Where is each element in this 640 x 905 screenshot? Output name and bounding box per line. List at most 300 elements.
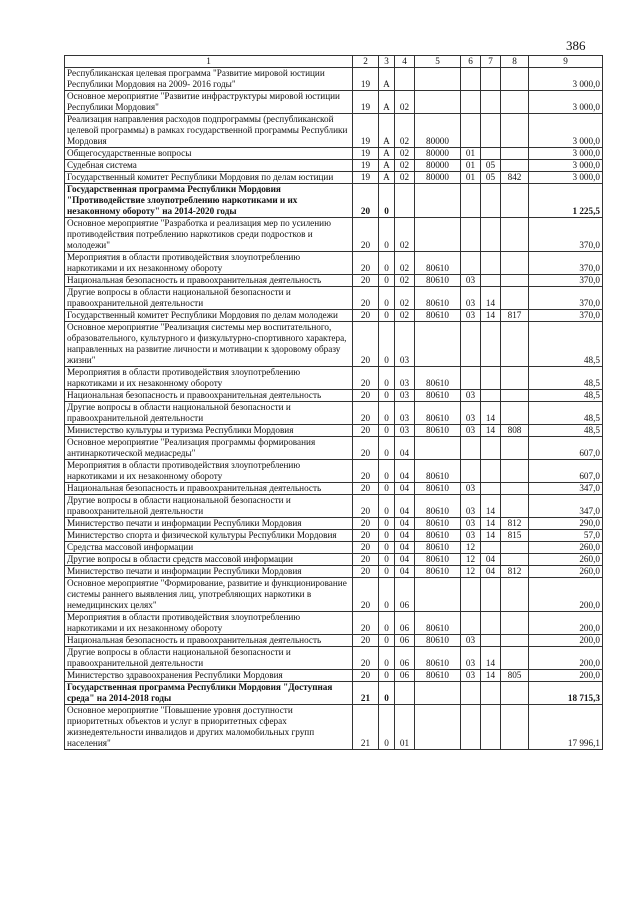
code-cell: 80610 <box>415 402 461 425</box>
code-cell <box>501 578 529 612</box>
code-cell: 20 <box>353 184 379 218</box>
code-cell: 02 <box>395 252 415 275</box>
code-cell: 0 <box>379 647 395 670</box>
code-cell: 80610 <box>415 390 461 402</box>
code-cell: 80610 <box>415 647 461 670</box>
row-name-cell: Министерство здравоохранения Республики Мордовия <box>65 670 353 682</box>
code-cell: А <box>379 160 395 172</box>
code-cell: 04 <box>481 566 501 578</box>
code-cell: 20 <box>353 218 379 252</box>
code-cell: 03 <box>461 647 481 670</box>
code-cell: 80610 <box>415 495 461 518</box>
amount-cell: 200,0 <box>529 578 603 612</box>
amount-cell: 370,0 <box>529 310 603 322</box>
code-cell <box>501 647 529 670</box>
code-cell: 20 <box>353 425 379 437</box>
row-name-cell: Министерство спорта и физической культуры Республики Мордовия <box>65 530 353 542</box>
code-cell: 805 <box>501 670 529 682</box>
amount-cell: 370,0 <box>529 275 603 287</box>
amount-cell: 48,5 <box>529 425 603 437</box>
table-row <box>65 682 603 705</box>
table-row <box>65 148 603 160</box>
code-cell: 20 <box>353 542 379 554</box>
code-cell <box>395 68 415 91</box>
code-cell: 0 <box>379 252 395 275</box>
table-body <box>65 68 603 750</box>
amount-cell: 48,5 <box>529 390 603 402</box>
code-cell: 02 <box>395 310 415 322</box>
page-number: 386 <box>566 38 586 53</box>
code-cell: 02 <box>395 275 415 287</box>
table-row <box>65 518 603 530</box>
amount-cell: 3 000,0 <box>529 148 603 160</box>
code-cell <box>481 184 501 218</box>
table-row <box>65 218 603 252</box>
amount-cell: 290,0 <box>529 518 603 530</box>
amount-cell: 3 000,0 <box>529 172 603 184</box>
code-cell: 0 <box>379 184 395 218</box>
code-cell: 03 <box>395 425 415 437</box>
code-cell <box>501 612 529 635</box>
row-name-cell: Средства массовой информации <box>65 542 353 554</box>
code-cell <box>481 114 501 148</box>
code-cell: 03 <box>461 518 481 530</box>
code-cell <box>481 322 501 367</box>
code-cell <box>481 578 501 612</box>
code-cell: 80610 <box>415 554 461 566</box>
table-row <box>65 310 603 322</box>
code-cell: 03 <box>395 402 415 425</box>
table-row <box>65 68 603 91</box>
code-cell: 80610 <box>415 483 461 495</box>
row-name-cell: Государственная программа Республики Мордовия "Противодействие злоупотреблению наркотиками и их незаконному обороту" на 2014-2020 годы <box>65 184 353 218</box>
code-cell: 80610 <box>415 252 461 275</box>
code-cell: 03 <box>461 390 481 402</box>
code-cell: 0 <box>379 705 395 750</box>
row-name-cell: Другие вопросы в области национальной безопасности и правоохранительной деятельности <box>65 287 353 310</box>
row-name-cell: Мероприятия в области противодействия злоупотреблению наркотиками и их незаконному обороту <box>65 367 353 390</box>
code-cell <box>501 160 529 172</box>
code-cell: 14 <box>481 310 501 322</box>
code-cell <box>481 612 501 635</box>
code-cell: 20 <box>353 530 379 542</box>
code-cell: 02 <box>395 172 415 184</box>
code-cell <box>501 437 529 460</box>
amount-cell: 370,0 <box>529 252 603 275</box>
code-cell <box>501 252 529 275</box>
code-cell: 04 <box>395 460 415 483</box>
code-cell: 01 <box>395 705 415 750</box>
code-cell: 0 <box>379 635 395 647</box>
code-cell <box>481 542 501 554</box>
code-cell: 20 <box>353 647 379 670</box>
code-cell: 01 <box>461 160 481 172</box>
code-cell <box>501 390 529 402</box>
code-cell: 80000 <box>415 160 461 172</box>
code-cell: 20 <box>353 275 379 287</box>
code-cell: 02 <box>395 114 415 148</box>
code-cell: 0 <box>379 682 395 705</box>
code-cell: 0 <box>379 578 395 612</box>
code-cell: 0 <box>379 530 395 542</box>
code-cell: 14 <box>481 287 501 310</box>
code-cell: 06 <box>395 647 415 670</box>
code-cell: 0 <box>379 310 395 322</box>
code-cell <box>501 554 529 566</box>
row-name-cell: Другие вопросы в области национальной безопасности и правоохранительной деятельности <box>65 402 353 425</box>
code-cell <box>415 68 461 91</box>
code-cell: 01 <box>461 148 481 160</box>
table-row <box>65 172 603 184</box>
code-cell: 0 <box>379 566 395 578</box>
code-cell: 20 <box>353 566 379 578</box>
code-cell: 0 <box>379 390 395 402</box>
code-cell: 02 <box>395 91 415 114</box>
code-cell: 04 <box>395 437 415 460</box>
code-cell: 80610 <box>415 425 461 437</box>
code-cell: 01 <box>461 172 481 184</box>
code-cell: 19 <box>353 91 379 114</box>
table-row <box>65 483 603 495</box>
row-name-cell: Основное мероприятие "Реализация программы формирования антинаркотической медиасреды" <box>65 437 353 460</box>
code-cell: 21 <box>353 682 379 705</box>
amount-cell: 260,0 <box>529 554 603 566</box>
amount-cell: 3 000,0 <box>529 160 603 172</box>
code-cell: 21 <box>353 705 379 750</box>
amount-cell: 200,0 <box>529 635 603 647</box>
code-cell: 05 <box>481 172 501 184</box>
code-cell: 0 <box>379 495 395 518</box>
code-cell <box>395 682 415 705</box>
table-row <box>65 578 603 612</box>
code-cell <box>501 275 529 287</box>
table-row <box>65 184 603 218</box>
code-cell: 19 <box>353 172 379 184</box>
code-cell: 817 <box>501 310 529 322</box>
code-cell <box>461 705 481 750</box>
row-name-cell: Мероприятия в области противодействия злоупотреблению наркотиками и их незаконному обороту <box>65 252 353 275</box>
code-cell <box>501 495 529 518</box>
row-name-cell: Министерство печати и информации Республики Мордовия <box>65 566 353 578</box>
table-row <box>65 705 603 750</box>
code-cell: 20 <box>353 518 379 530</box>
code-cell: 04 <box>395 530 415 542</box>
code-cell <box>501 367 529 390</box>
code-cell: 0 <box>379 542 395 554</box>
amount-cell: 200,0 <box>529 647 603 670</box>
row-name-cell: Государственный комитет Республики Мордовия по делам молодежи <box>65 310 353 322</box>
table-row <box>65 114 603 148</box>
code-cell: 20 <box>353 635 379 647</box>
code-cell: 842 <box>501 172 529 184</box>
code-cell <box>481 367 501 390</box>
header-cell: 5 <box>415 56 461 68</box>
code-cell: А <box>379 148 395 160</box>
code-cell <box>481 682 501 705</box>
table-row <box>65 322 603 367</box>
row-name-cell: Национальная безопасность и правоохранительная деятельность <box>65 483 353 495</box>
amount-cell: 3 000,0 <box>529 114 603 148</box>
row-name-cell: Другие вопросы в области национальной безопасности и правоохранительной деятельности <box>65 647 353 670</box>
code-cell <box>501 402 529 425</box>
code-cell: 0 <box>379 460 395 483</box>
code-cell: 04 <box>395 542 415 554</box>
code-cell: 04 <box>395 554 415 566</box>
code-cell <box>461 682 481 705</box>
code-cell: 80610 <box>415 287 461 310</box>
code-cell: 14 <box>481 425 501 437</box>
table-row <box>65 437 603 460</box>
code-cell <box>481 218 501 252</box>
code-cell <box>415 322 461 367</box>
code-cell <box>395 184 415 218</box>
budget-table <box>64 55 603 750</box>
code-cell <box>501 114 529 148</box>
code-cell: 20 <box>353 287 379 310</box>
code-cell: 0 <box>379 322 395 367</box>
code-cell <box>461 578 481 612</box>
code-cell: 20 <box>353 390 379 402</box>
amount-cell: 607,0 <box>529 460 603 483</box>
amount-cell: 48,5 <box>529 322 603 367</box>
code-cell: 12 <box>461 566 481 578</box>
code-cell: А <box>379 91 395 114</box>
code-cell: 0 <box>379 367 395 390</box>
code-cell: 808 <box>501 425 529 437</box>
row-name-cell: Основное мероприятие "Разработка и реализация мер по усилению противодействия потреблению наркотиков среди подростков и молодежи" <box>65 218 353 252</box>
code-cell: 19 <box>353 68 379 91</box>
code-cell <box>501 635 529 647</box>
code-cell <box>481 460 501 483</box>
table-row <box>65 542 603 554</box>
code-cell: А <box>379 68 395 91</box>
code-cell <box>481 252 501 275</box>
code-cell: 20 <box>353 495 379 518</box>
code-cell: 02 <box>395 287 415 310</box>
row-name-cell: Национальная безопасность и правоохранительная деятельность <box>65 635 353 647</box>
code-cell: 03 <box>461 483 481 495</box>
row-name-cell: Другие вопросы в области национальной безопасности и правоохранительной деятельности <box>65 495 353 518</box>
code-cell: 20 <box>353 578 379 612</box>
code-cell <box>461 460 481 483</box>
code-cell: 05 <box>481 160 501 172</box>
code-cell: 80610 <box>415 275 461 287</box>
table-row <box>65 635 603 647</box>
code-cell: 20 <box>353 402 379 425</box>
code-cell <box>501 322 529 367</box>
table-row <box>65 287 603 310</box>
row-name-cell: Национальная безопасность и правоохранительная деятельность <box>65 275 353 287</box>
code-cell: 03 <box>461 287 481 310</box>
code-cell: 04 <box>395 483 415 495</box>
table-row <box>65 160 603 172</box>
row-name-cell: Государственный комитет Республики Мордовия по делам юстиции <box>65 172 353 184</box>
amount-cell: 57,0 <box>529 530 603 542</box>
code-cell: 812 <box>501 566 529 578</box>
code-cell <box>461 367 481 390</box>
code-cell <box>501 184 529 218</box>
code-cell <box>461 437 481 460</box>
code-cell: 02 <box>395 160 415 172</box>
code-cell <box>461 252 481 275</box>
code-cell: 0 <box>379 670 395 682</box>
amount-cell: 260,0 <box>529 542 603 554</box>
code-cell: 14 <box>481 518 501 530</box>
header-cell: 4 <box>395 56 415 68</box>
code-cell: 03 <box>461 635 481 647</box>
code-cell: 14 <box>481 647 501 670</box>
row-name-cell: Мероприятия в области противодействия злоупотреблению наркотиками и их незаконному обороту <box>65 612 353 635</box>
code-cell: 80610 <box>415 310 461 322</box>
table-row <box>65 425 603 437</box>
amount-cell: 347,0 <box>529 483 603 495</box>
code-cell <box>415 218 461 252</box>
amount-cell: 17 996,1 <box>529 705 603 750</box>
row-name-cell: Общегосударственные вопросы <box>65 148 353 160</box>
table-row <box>65 390 603 402</box>
code-cell: 0 <box>379 437 395 460</box>
row-name-cell: Основное мероприятие "Развитие инфраструктуры мировой юстиции Республики Мордовия" <box>65 91 353 114</box>
code-cell: 06 <box>395 670 415 682</box>
code-cell: 80610 <box>415 460 461 483</box>
code-cell <box>461 68 481 91</box>
code-cell: 80610 <box>415 566 461 578</box>
amount-cell: 18 715,3 <box>529 682 603 705</box>
code-cell <box>501 218 529 252</box>
row-name-cell: Министерство культуры и туризма Республики Мордовия <box>65 425 353 437</box>
code-cell: 20 <box>353 367 379 390</box>
code-cell: 0 <box>379 518 395 530</box>
amount-cell: 200,0 <box>529 670 603 682</box>
code-cell: 19 <box>353 160 379 172</box>
code-cell: 14 <box>481 670 501 682</box>
code-cell: 14 <box>481 402 501 425</box>
row-name-cell: Основное мероприятие "Реализация системы мер воспитательного, образовательного, культурного и физкультурно-спортивного характера, направленных на развитие личности и мотивации к здоровому образу жизни" <box>65 322 353 367</box>
code-cell: 12 <box>461 542 481 554</box>
code-cell <box>461 218 481 252</box>
code-cell: 80000 <box>415 114 461 148</box>
code-cell <box>461 91 481 114</box>
code-cell: 20 <box>353 437 379 460</box>
table-row <box>65 367 603 390</box>
code-cell: 06 <box>395 635 415 647</box>
code-cell: 80610 <box>415 367 461 390</box>
code-cell: 20 <box>353 460 379 483</box>
code-cell <box>481 390 501 402</box>
table-row <box>65 612 603 635</box>
row-name-cell: Реализация направления расходов подпрограммы (республиканской целевой программы) в рамках государственной программы Республики Мордовия <box>65 114 353 148</box>
code-cell: 03 <box>461 670 481 682</box>
table-row <box>65 460 603 483</box>
header-cell: 1 <box>65 56 353 68</box>
amount-cell: 48,5 <box>529 402 603 425</box>
code-cell: 20 <box>353 554 379 566</box>
table-row <box>65 670 603 682</box>
amount-cell: 3 000,0 <box>529 68 603 91</box>
code-cell <box>461 612 481 635</box>
code-cell: 0 <box>379 402 395 425</box>
code-cell: 03 <box>461 310 481 322</box>
table-row <box>65 402 603 425</box>
code-cell <box>415 437 461 460</box>
code-cell: 03 <box>395 367 415 390</box>
code-cell: 04 <box>395 566 415 578</box>
code-cell <box>415 91 461 114</box>
table-row <box>65 647 603 670</box>
row-name-cell: Основное мероприятие "Повышение уровня доступности приоритетных объектов и услуг в приоритетных сферах жизнедеятельности инвалидов и других маломобильных групп населения" <box>65 705 353 750</box>
amount-cell: 370,0 <box>529 218 603 252</box>
header-cell: 7 <box>481 56 501 68</box>
table-row <box>65 91 603 114</box>
code-cell <box>481 148 501 160</box>
code-cell <box>501 682 529 705</box>
code-cell <box>501 287 529 310</box>
amount-cell: 200,0 <box>529 612 603 635</box>
code-cell: 19 <box>353 114 379 148</box>
amount-cell: 370,0 <box>529 287 603 310</box>
code-cell: 80610 <box>415 530 461 542</box>
row-name-cell: Республиканская целевая программа "Развитие мировой юстиции Республики Мордовия на 2009- 2016 годы" <box>65 68 353 91</box>
row-name-cell: Судебная система <box>65 160 353 172</box>
code-cell: 03 <box>395 390 415 402</box>
code-cell: 03 <box>395 322 415 367</box>
table-row <box>65 275 603 287</box>
code-cell <box>481 635 501 647</box>
code-cell: А <box>379 172 395 184</box>
table-row <box>65 495 603 518</box>
table-header-row <box>65 56 603 68</box>
code-cell: 20 <box>353 310 379 322</box>
table-row <box>65 554 603 566</box>
code-cell <box>501 91 529 114</box>
header-cell: 2 <box>353 56 379 68</box>
row-name-cell: Мероприятия в области противодействия злоупотреблению наркотиками и их незаконному обороту <box>65 460 353 483</box>
code-cell: 80610 <box>415 635 461 647</box>
code-cell <box>415 705 461 750</box>
header-cell: 9 <box>529 56 603 68</box>
code-cell: 20 <box>353 670 379 682</box>
code-cell: 0 <box>379 554 395 566</box>
code-cell: 14 <box>481 530 501 542</box>
table-row <box>65 566 603 578</box>
code-cell: 03 <box>461 425 481 437</box>
code-cell <box>501 68 529 91</box>
code-cell: 02 <box>395 218 415 252</box>
amount-cell: 1 225,5 <box>529 184 603 218</box>
code-cell <box>461 184 481 218</box>
code-cell <box>461 322 481 367</box>
code-cell: 80610 <box>415 670 461 682</box>
code-cell: 0 <box>379 287 395 310</box>
code-cell: 80610 <box>415 542 461 554</box>
code-cell <box>415 184 461 218</box>
code-cell: 20 <box>353 612 379 635</box>
code-cell <box>481 275 501 287</box>
code-cell: 04 <box>395 495 415 518</box>
code-cell: 12 <box>461 554 481 566</box>
row-name-cell: Национальная безопасность и правоохранительная деятельность <box>65 390 353 402</box>
code-cell <box>481 705 501 750</box>
amount-cell: 607,0 <box>529 437 603 460</box>
amount-cell: 260,0 <box>529 566 603 578</box>
code-cell: 14 <box>481 495 501 518</box>
code-cell <box>501 483 529 495</box>
code-cell: 03 <box>461 495 481 518</box>
code-cell <box>461 114 481 148</box>
code-cell: 812 <box>501 518 529 530</box>
code-cell: 0 <box>379 275 395 287</box>
code-cell <box>501 460 529 483</box>
